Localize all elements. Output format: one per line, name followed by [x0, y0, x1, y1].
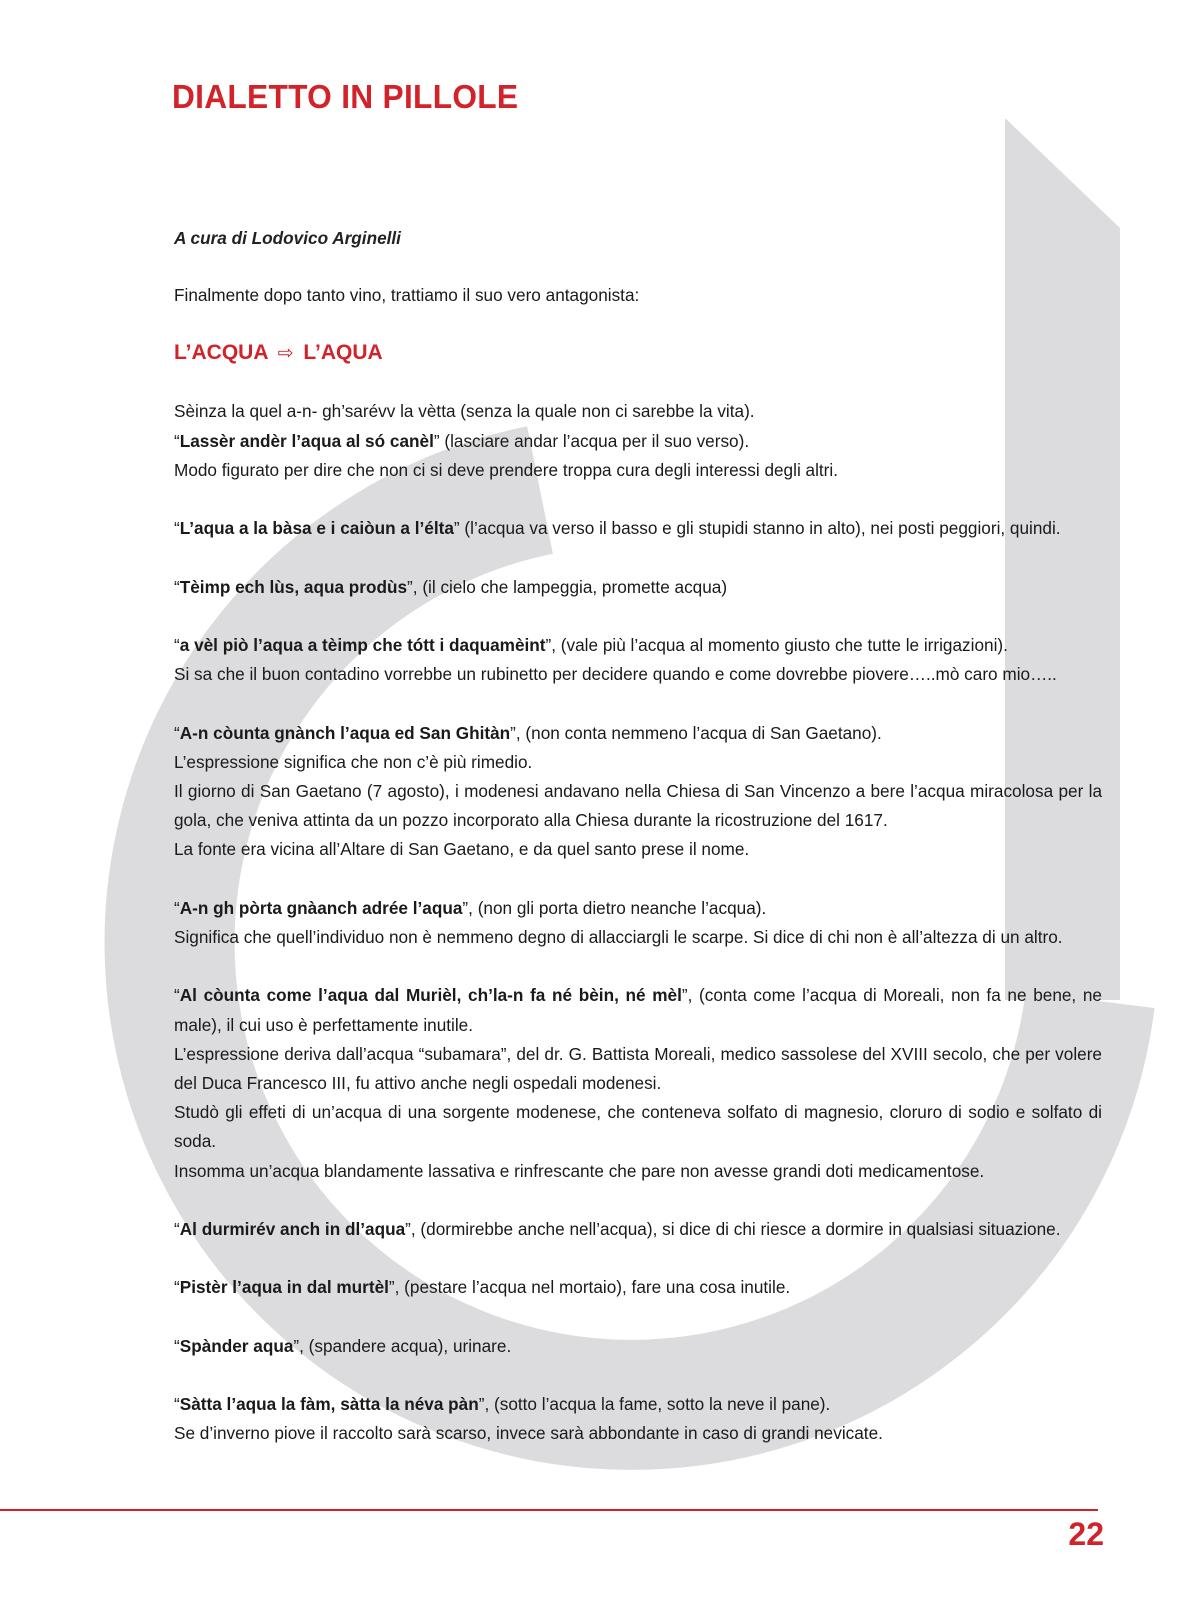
text-line: Se d’inverno piove il raccolto sarà scarso, invece sarà abbondante in caso di grandi nevicate. — [174, 1423, 883, 1444]
heading-dialect: L’AQUA — [303, 341, 383, 365]
text-line: Modo figurato per dire che non ci si deve prendere troppa cura degli interessi degli altri. — [174, 459, 839, 480]
proverb: Al durmirév anch in dl’aqua — [179, 1218, 406, 1239]
page-number: 22 — [1068, 1516, 1104, 1552]
article-body — [174, 224, 1102, 1449]
text-line: “Al durmirév anch in dl’aqua”, (dormirebbe anche nell’acqua), si dice di chi riesce a dormire in qualsiasi situazione. — [174, 1218, 1061, 1239]
text-line: “Sàtta l’aqua la fàm, sàtta la néva pàn”, (sotto l’acqua la fame, sotto la neve il pane). — [174, 1394, 831, 1415]
page-title: DIALETTO IN PILLOLE — [172, 78, 519, 115]
text-line: L’espressione deriva dall’acqua “subamara”, del dr. G. Battista Moreali, medico sassolese del XVIII secolo, che per volere del Duca Francesco III, fu attivo anche negli ospedali modenesi. — [174, 1043, 1102, 1093]
text-line: “a vèl piò l’aqua a tèimp che tótt i daquamèint”, (vale più l’acqua al momento giusto che tutte le irrigazioni). — [174, 634, 1008, 655]
text-line: “Tèimp ech lùs, aqua prodùs”, (il cielo che lampeggia, promette acqua) — [174, 576, 728, 597]
proverb: L’aqua a la bàsa e i caiòun a l’élta — [179, 518, 454, 539]
proverb: A-n gh pòrta gnàanch adrée l’aqua — [179, 897, 463, 918]
text-line: Sèinza la quel a-n- gh’sarévv la vètta (senza la quale non ci sarebbe la vita). — [174, 401, 755, 422]
proverb: Al còunta come l’aqua dal Murièl, ch’la-n fa né bèin, né mèl — [179, 985, 682, 1006]
proverb: Tèimp ech lùs, aqua prodùs — [179, 576, 408, 597]
text-line: Insomma un’acqua blandamente lassativa e rinfrescante che pare non avesse grandi doti medicamentose. — [174, 1160, 985, 1181]
text-line: La fonte era vicina all’Altare di San Gaetano, e da quel santo prese il nome. — [174, 839, 750, 860]
footer-rule — [0, 1509, 1098, 1511]
text-line: “Lassèr andèr l’aqua al só canèl” (lasciare andar l’acqua per il suo verso). — [174, 430, 750, 451]
intro-text: Finalmente dopo tanto vino, trattiamo il suo vero antagonista: — [174, 285, 640, 306]
text-line: “Al còunta come l’aqua dal Murièl, ch’la-n fa né bèin, né mèl”, (conta come l’acqua di Moreali, non fa ne bene, ne male), il cui uso è perfettamente inutile. — [174, 985, 1102, 1035]
outline-right-arrow-icon: ⇨ — [277, 343, 294, 365]
text-line: Significa che quell’individuo non è nemmeno degno di allacciargli le scarpe. Si dice di chi non è all’altezza di un altro. — [174, 926, 1063, 947]
proverb: Pistèr l’aqua in dal murtèl — [179, 1277, 389, 1298]
proverb: Lassèr andèr l’aqua al só canèl — [179, 430, 434, 451]
text-line: “A-n gh pòrta gnàanch adrée l’aqua”, (non gli porta dietro neanche l’acqua). — [174, 897, 767, 918]
text-line: L’espressione significa che non c’è più rimedio. — [174, 751, 533, 772]
section-heading — [174, 338, 1102, 369]
text-line: Il giorno di San Gaetano (7 agosto), i modenesi andavano nella Chiesa di San Vincenzo a bere l’acqua miracolosa per la gola, che veniva attinta da un pozzo incorporato alla Chiesa durante la ricostruzione del 1617. — [174, 780, 1102, 831]
proverb: Spànder aqua — [179, 1335, 294, 1356]
byline: A cura di Lodovico Arginelli — [174, 228, 401, 248]
text-line: “L’aqua a la bàsa e i caiòun a l’élta” (l’acqua va verso il basso e gli stupidi stanno in alto), nei posti peggiori, quindi. — [174, 518, 1061, 539]
proverb: a vèl piò l’aqua a tèimp che tótt i daquamèint — [179, 634, 546, 655]
proverb: A-n còunta gnànch l’aqua ed San Ghitàn — [179, 722, 511, 743]
text-line: “A-n còunta gnànch l’aqua ed San Ghitàn”, (non conta nemmeno l’acqua di San Gaetano). — [174, 722, 882, 743]
text-line: “Spànder aqua”, (spandere acqua), urinare. — [174, 1335, 512, 1356]
heading-italian: L’ACQUA — [174, 341, 268, 365]
text-line: Studò gli effeti di un’acqua di una sorgente modenese, che conteneva solfato di magnesio, cloruro di sodio e solfato di soda. — [174, 1102, 1102, 1152]
text-line: “Pistèr l’aqua in dal murtèl”, (pestare l’acqua nel mortaio), fare una cosa inutile. — [174, 1277, 791, 1298]
proverb: Sàtta l’aqua la fàm, sàtta la néva pàn — [179, 1394, 479, 1415]
text-line: Si sa che il buon contadino vorrebbe un rubinetto per decidere quando e come dovrebbe piovere…..mò caro mio….. — [174, 664, 1057, 685]
